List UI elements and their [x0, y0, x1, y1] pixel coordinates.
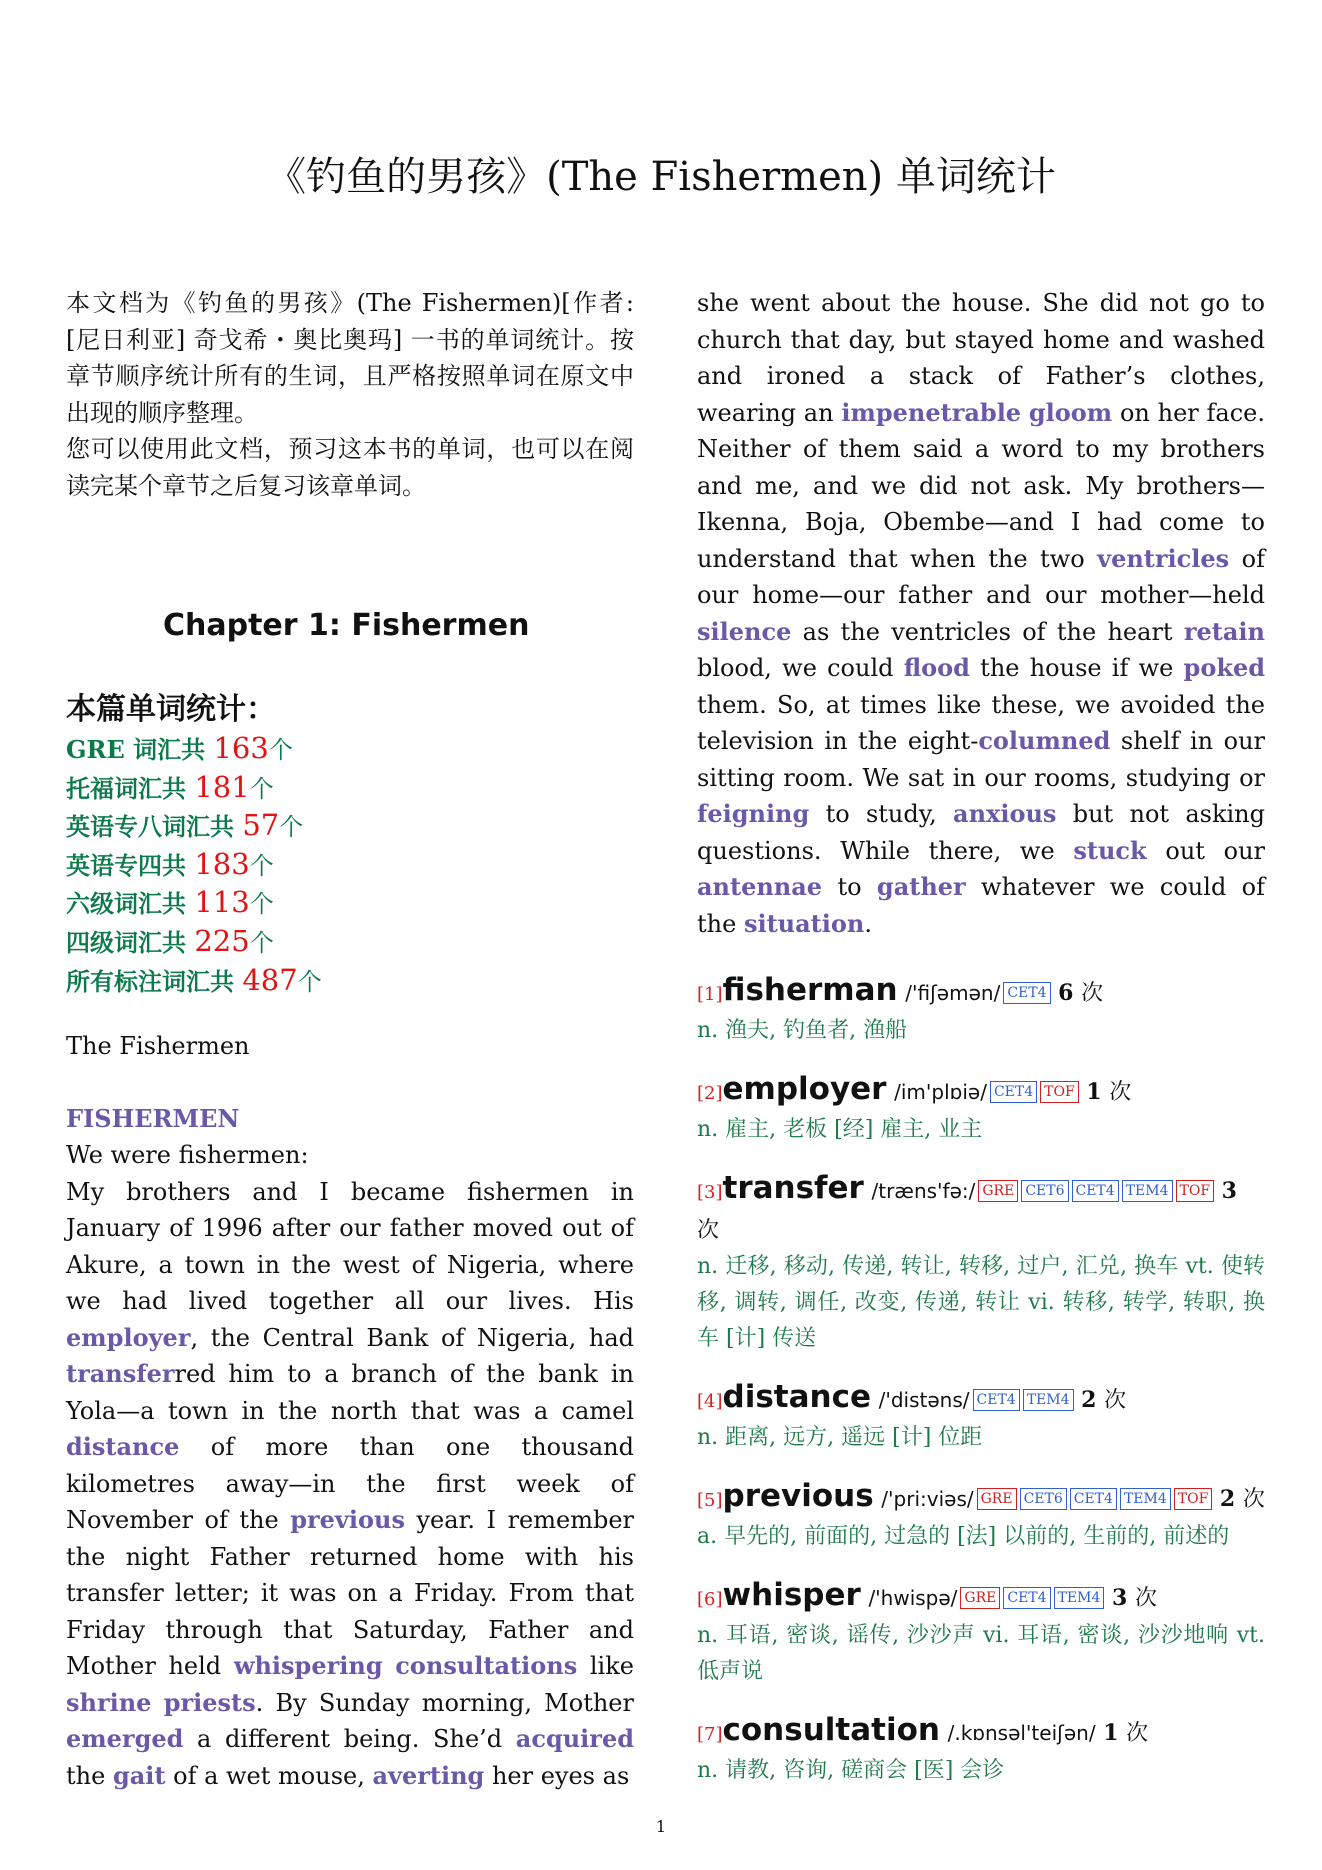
- vocab-highlight: retain: [1183, 616, 1265, 646]
- vocab-highlight: previous: [290, 1505, 405, 1535]
- entry-definition: n. 距离, 远方, 遥远 [计] 位距: [697, 1425, 983, 1450]
- entry-count: 3: [1112, 1585, 1128, 1611]
- vocab-highlight: priests: [163, 1687, 256, 1717]
- entry-count: 2: [1219, 1486, 1236, 1512]
- exam-tag: TEM4: [1023, 1389, 1074, 1411]
- entry-index: [3]: [697, 1182, 723, 1203]
- vocab-entry: [697, 1379, 1265, 1456]
- stat-unit: 个: [249, 890, 274, 919]
- stat-label: 英语专四共: [66, 850, 195, 880]
- left-column: [66, 285, 634, 1794]
- entry-count: 3: [1221, 1178, 1237, 1204]
- entry-index: [6]: [697, 1589, 723, 1610]
- vocab-highlight: averting: [372, 1760, 485, 1790]
- vocab-highlight: poked: [1183, 653, 1266, 682]
- exam-tag: CET6: [1020, 1488, 1067, 1510]
- entry-head: [697, 1478, 1265, 1519]
- entry-count: 1: [1103, 1720, 1119, 1746]
- entry-word: previous: [722, 1478, 874, 1514]
- vocab-highlight: shrine: [66, 1687, 152, 1717]
- exam-tag: CET4: [990, 1081, 1037, 1103]
- vocab-highlight: whispering: [233, 1651, 383, 1681]
- intro-paragraph: 您可以使用此文档，预习这本书的单词，也可以在阅读完某个章节之后复习该章单词。: [66, 435, 634, 500]
- story-paragraph: We were fishermen:: [66, 1141, 309, 1170]
- vocab-highlight: columned: [978, 726, 1111, 755]
- stat-count: 225: [194, 923, 250, 958]
- entry-phonetic: /.kɒnsəl'teiʃən/: [947, 1721, 1096, 1745]
- exam-tag: TEM4: [1054, 1587, 1105, 1609]
- vocab-highlight: acquired: [515, 1724, 634, 1754]
- vocab-entry: [697, 1071, 1265, 1148]
- story-right: [697, 285, 1265, 942]
- vocab-highlight: employer: [66, 1322, 191, 1352]
- vocab-highlight: antennae: [697, 872, 823, 901]
- vocab-entries: [697, 972, 1265, 1789]
- exam-tag: CET4: [1003, 1587, 1050, 1609]
- intro-paragraph: 本文档为《钓鱼的男孩》(The Fishermen)[作者: [尼日利亚] 奇戈希・奥比奥玛] 一书的单词统计。按章节顺序统计所有的生词，且严格按照单词在原文中出现的顺序整理。: [66, 289, 634, 427]
- stat-label: 六级词汇共: [66, 889, 195, 919]
- exam-tag: CET4: [973, 1389, 1020, 1411]
- stat-count: 183: [194, 846, 250, 881]
- vocab-highlight: distance: [66, 1432, 180, 1462]
- stat-count: 163: [213, 731, 269, 765]
- stat-row: [66, 923, 634, 962]
- stat-count: 113: [194, 885, 250, 920]
- story-left: [66, 1137, 634, 1794]
- entry-index: [1]: [697, 984, 723, 1005]
- vocab-highlight: flood: [903, 653, 970, 682]
- stat-unit: 个: [279, 813, 304, 842]
- stat-count: 181: [194, 769, 250, 804]
- stat-label: 英语专八词汇共: [66, 812, 243, 842]
- exam-tag: CET4: [1070, 1488, 1117, 1510]
- exam-tag: GRE: [960, 1587, 1000, 1609]
- exam-tag: CET4: [1003, 982, 1050, 1004]
- entry-index: [4]: [697, 1391, 723, 1412]
- entry-phonetic: /'fiʃəmən/: [905, 981, 1001, 1005]
- entry-count-unit: 次: [1134, 1586, 1157, 1611]
- stats-heading: 本篇单词统计：: [66, 692, 276, 727]
- entry-word: distance: [722, 1379, 871, 1415]
- vocab-highlight: feigning: [697, 799, 810, 828]
- exam-tag: CET6: [1021, 1180, 1068, 1202]
- vocab-highlight: gloom: [1028, 397, 1113, 427]
- vocab-entry: [697, 1170, 1265, 1357]
- stat-unit: 个: [268, 736, 293, 764]
- story-paragraph: she went about the house. She did not go to church that day, but stayed home and washed and ironed a stack of Father’s clothes, wearing an impenetrable gloom on her face. Neither of them said a word to my brothers and me, and we did not ask. My brothers—Ikenna, Boja, Obembe—and I had come to understand that when the two ventricles of our home—our father and our mother—held silence as the ventricles of the heart retain blood, we could flood the house if we poked them. So, at times like these, we avoided the television in the eight-columned shelf in our sitting room. We sat in our rooms, studying or feigning to study, anxious but not asking questions. While there, we stuck out our antennae to gather whatever we could of the situation.: [697, 289, 1266, 938]
- exam-tag: TEM4: [1120, 1488, 1171, 1510]
- entry-word: employer: [722, 1071, 887, 1107]
- stat-row: [66, 730, 634, 769]
- entry-head: [697, 1071, 1265, 1112]
- entry-definition: a. 早先的, 前面的, 过急的 [法] 以前的, 生前的, 前述的: [697, 1524, 1230, 1549]
- vocab-highlight: stuck: [1073, 835, 1147, 865]
- entry-definition: n. 迁移, 移动, 传递, 转让, 转移, 过户, 汇兑, 换车 vt. 使转移, 调转, 调任, 改变, 传递, 转让 vi. 转移, 转学, 转职, 换车 [计] 传送: [697, 1254, 1265, 1351]
- entry-phonetic: /'hwispə/: [868, 1586, 958, 1610]
- entry-count-unit: 次: [697, 1218, 720, 1243]
- section-name: FISHERMEN: [66, 1103, 240, 1133]
- vocab-entry: [697, 1712, 1265, 1789]
- entry-head: [697, 972, 1265, 1013]
- exam-tag: TOF: [1176, 1180, 1215, 1202]
- entry-head: [697, 1712, 1265, 1753]
- entry-phonetic: /im'plɒiə/: [894, 1080, 987, 1104]
- exam-tag: GRE: [978, 1180, 1018, 1202]
- entry-count: 6: [1058, 980, 1074, 1006]
- stat-row: [66, 884, 634, 923]
- stat-count: 487: [242, 962, 298, 997]
- vocab-highlight: emerged: [66, 1724, 184, 1754]
- stat-row: [66, 807, 634, 846]
- stat-row: [66, 846, 634, 885]
- stat-unit: 个: [249, 774, 274, 803]
- stat-label: 托福词汇共: [66, 773, 195, 803]
- entry-head: [697, 1379, 1265, 1420]
- entry-word: whisper: [722, 1577, 861, 1613]
- vocab-highlight: silence: [697, 616, 792, 646]
- entry-head: [697, 1577, 1265, 1618]
- stat-unit: 个: [249, 928, 274, 957]
- book-name: The Fishermen: [66, 1032, 250, 1061]
- entry-count: 1: [1086, 1079, 1102, 1105]
- chapter-heading: Chapter 1: Fishermen: [163, 608, 530, 643]
- entry-word: fisherman: [722, 972, 898, 1008]
- entry-count-unit: 次: [1126, 1721, 1149, 1746]
- vocab-highlight: ventricles: [1097, 543, 1230, 573]
- entry-head: [697, 1170, 1265, 1249]
- vocab-highlight: situation: [743, 908, 865, 938]
- vocab-highlight: gait: [112, 1760, 166, 1790]
- entry-phonetic: /'distəns/: [878, 1388, 970, 1412]
- entry-definition: n. 渔夫, 钓鱼者, 渔船: [697, 1018, 908, 1043]
- entry-word: transfer: [722, 1170, 864, 1206]
- entry-index: [5]: [697, 1490, 723, 1511]
- vocab-highlight: anxious: [953, 799, 1057, 828]
- entry-definition: n. 雇主, 老板 [经] 雇主, 业主: [697, 1117, 983, 1142]
- entry-count-unit: 次: [1242, 1487, 1265, 1512]
- vocab-entry: [697, 1577, 1265, 1690]
- exam-tag: GRE: [977, 1488, 1017, 1510]
- vocab-highlight: transfer: [66, 1359, 175, 1389]
- entry-count-unit: 次: [1109, 1080, 1132, 1105]
- entry-count: 2: [1081, 1387, 1097, 1413]
- intro: [66, 285, 634, 504]
- entry-count-unit: 次: [1104, 1388, 1127, 1413]
- entry-phonetic: /træns'fə:/: [871, 1179, 976, 1203]
- entry-count-unit: 次: [1081, 981, 1104, 1006]
- exam-tag: TOF: [1174, 1488, 1213, 1510]
- vocab-highlight: consultations: [395, 1651, 578, 1681]
- stats-list: [66, 730, 634, 1000]
- entry-phonetic: /'pri:viəs/: [881, 1487, 974, 1511]
- entry-definition: n. 请教, 咨询, 磋商会 [医] 会诊: [697, 1758, 1005, 1783]
- entry-index: [2]: [697, 1083, 723, 1104]
- vocab-entry: [697, 1478, 1265, 1555]
- stat-row: [66, 769, 634, 808]
- exam-tag: TOF: [1040, 1081, 1079, 1103]
- vocab-highlight: impenetrable: [841, 397, 1022, 427]
- entry-definition: n. 耳语, 密谈, 谣传, 沙沙声 vi. 耳语, 密谈, 沙沙地响 vt. 低声说: [697, 1623, 1265, 1684]
- page-title: 《钓鱼的男孩》(The Fishermen) 单词统计: [266, 154, 1056, 200]
- exam-tag: CET4: [1072, 1180, 1119, 1202]
- stat-count: 57: [242, 808, 280, 843]
- entry-index: [7]: [697, 1724, 723, 1745]
- stat-unit: 个: [249, 851, 274, 880]
- stat-label: 所有标注词汇共: [66, 966, 243, 996]
- stat-unit: 个: [297, 967, 322, 996]
- stat-label: GRE 词汇共: [66, 735, 214, 764]
- entry-word: consultation: [722, 1712, 940, 1748]
- vocab-highlight: gather: [876, 872, 966, 901]
- exam-tag: TEM4: [1122, 1180, 1173, 1202]
- stat-label: 四级词汇共: [66, 927, 195, 957]
- page-number: 1: [655, 1817, 667, 1836]
- right-column: [697, 285, 1265, 1811]
- stat-row: [66, 962, 634, 1001]
- vocab-entry: [697, 972, 1265, 1049]
- story-paragraph: My brothers and I became fishermen in January of 1996 after our father moved out of Akure, a town in the west of Nigeria, where we had lived together all our lives. His employer, the Central Bank of Nigeria, had transferred him to a branch of the bank in Yola—a town in the north that was a camel distance of more than one thousand kilometres away—in the first week of November of the previous year. I remember the night Father returned home with his transfer letter; it was on a Friday. From that Friday through that Saturday, Father and Mother held whispering consultations like shrine priests. By Sunday morning, Mother emerged a different being. She’d acquired the gait of a wet mouse, averting her eyes as: [66, 1177, 634, 1790]
